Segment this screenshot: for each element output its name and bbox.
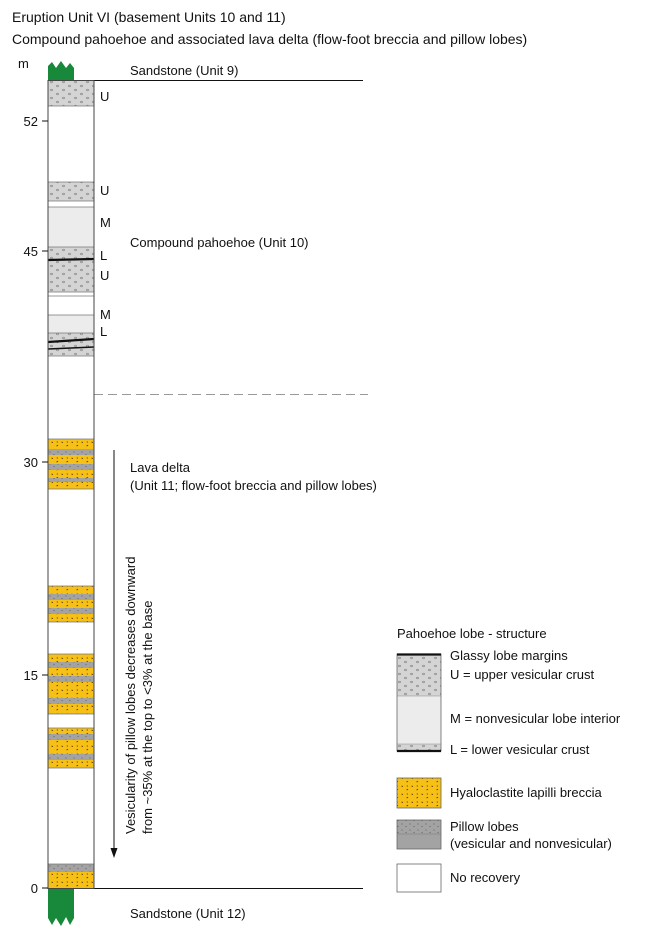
legend-breccia-label: Hyaloclastite lapilli breccia <box>450 785 602 800</box>
sandstone-top-symbol <box>48 61 74 80</box>
legend-pillow-sublabel: (vesicular and nonvesicular) <box>450 836 612 851</box>
title-line-1: Eruption Unit VI (basement Units 10 and 11) <box>12 9 286 25</box>
lobe-interior-band <box>48 207 94 247</box>
axis-tick-label: 45 <box>23 244 38 259</box>
lobe-letter: M <box>100 307 111 322</box>
column-fill <box>48 81 94 888</box>
legend-upper-label: U = upper vesicular crust <box>450 667 595 682</box>
breccia-band <box>48 872 94 888</box>
glassy-margin-line <box>48 259 94 260</box>
legend-glassy-label: Glassy lobe margins <box>450 648 568 663</box>
axis-tick-label: 0 <box>30 881 38 896</box>
vesicularity-text-line1: Vesicularity of pillow lobes decreases downward <box>123 556 138 834</box>
vesicular-crust-band <box>48 182 94 201</box>
legend-lower-label: L = lower vesicular crust <box>450 742 590 757</box>
breccia-band <box>48 760 94 768</box>
legend-pillow-vesicular-swatch <box>397 820 441 834</box>
lobe-letter: M <box>100 215 111 230</box>
vesicular-crust-band <box>48 247 94 292</box>
breccia-band <box>48 482 94 489</box>
legend-vesicular-top-swatch <box>397 654 441 696</box>
breccia-band <box>48 586 94 594</box>
axis-tick-label: 30 <box>23 455 38 470</box>
pillow-band <box>48 754 94 760</box>
lobe-letter: L <box>100 324 108 339</box>
legend-no-recovery-swatch <box>397 864 441 892</box>
lobe-letter: L <box>100 248 108 263</box>
vesicular-crust-band <box>48 81 94 106</box>
pillow-band <box>48 676 94 682</box>
pillow-band <box>48 662 94 668</box>
lobe-letter: U <box>100 183 110 198</box>
breccia-band <box>48 614 94 622</box>
legend-pillow-solid-swatch <box>397 834 441 849</box>
pillow-band <box>48 478 94 482</box>
legend <box>397 626 621 892</box>
legend-interior-swatch <box>397 696 441 744</box>
title-line-2: Compound pahoehoe and associated lava delta (flow-foot breccia and pillow lobes) <box>12 31 528 47</box>
breccia-band <box>48 728 94 734</box>
breccia-band <box>48 740 94 754</box>
unit-label-lava-delta: Lava delta <box>130 460 190 475</box>
pillow-band <box>48 594 94 600</box>
legend-title: Pahoehoe lobe - structure <box>397 626 547 641</box>
pillow-band <box>48 449 94 455</box>
pillow-band <box>48 864 94 872</box>
breccia-band <box>48 668 94 676</box>
axis-unit-label: m <box>18 56 29 71</box>
breccia-band <box>48 470 94 478</box>
breccia-band <box>48 455 94 464</box>
lobe-interior-band <box>48 315 94 333</box>
pillow-band <box>48 464 94 470</box>
depth-axis <box>42 121 48 888</box>
unit-label-pahoehoe: Compound pahoehoe (Unit 10) <box>130 235 309 250</box>
legend-no-recovery-label: No recovery <box>450 870 521 885</box>
unit-label-top-sandstone: Sandstone (Unit 9) <box>130 63 239 78</box>
breccia-band <box>48 654 94 662</box>
legend-pillow-label: Pillow lobes <box>450 819 519 834</box>
unit-label-lava-delta-detail: (Unit 11; flow-foot breccia and pillow lobes) <box>130 478 377 493</box>
breccia-band <box>48 704 94 714</box>
pillow-band <box>48 734 94 740</box>
unit-label-bottom-sandstone: Sandstone (Unit 12) <box>130 906 246 921</box>
axis-tick-label: 52 <box>23 114 38 129</box>
legend-breccia-swatch <box>397 778 441 808</box>
vesicularity-text-line2: from ~35% at the top to <3% at the base <box>140 600 155 834</box>
pillow-band <box>48 608 94 614</box>
vesicularity-arrowhead <box>111 848 118 858</box>
lobe-letter: U <box>100 268 110 283</box>
legend-middle-label: M = nonvesicular lobe interior <box>450 711 621 726</box>
breccia-band <box>48 682 94 698</box>
breccia-band <box>48 439 94 449</box>
breccia-band <box>48 600 94 608</box>
lobe-letter: U <box>100 89 110 104</box>
axis-tick-label: 15 <box>23 668 38 683</box>
sandstone-bottom-symbol <box>48 888 74 926</box>
vesicular-crust-band <box>48 333 94 356</box>
pillow-band <box>48 698 94 704</box>
